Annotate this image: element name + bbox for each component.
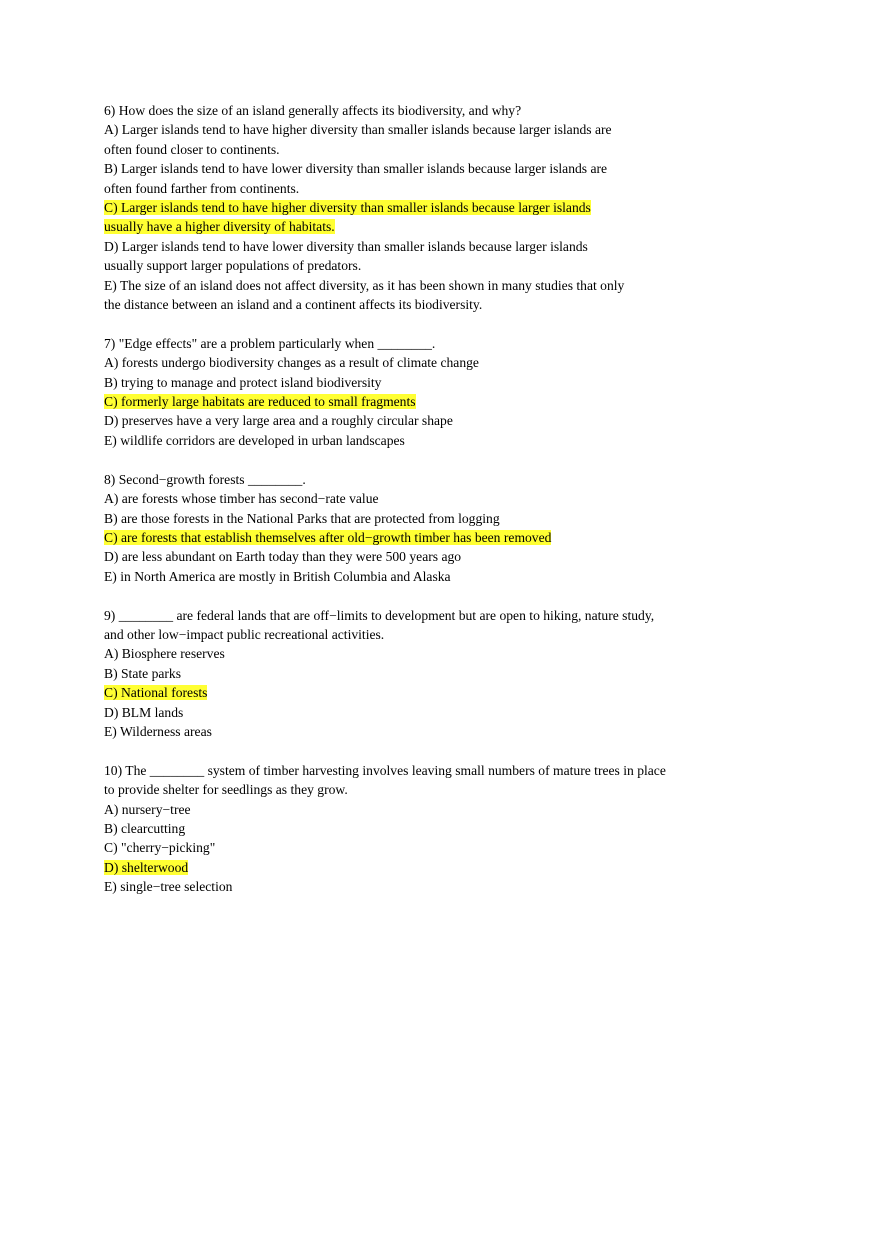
line-text: and other low−impact public recreational activities.	[104, 626, 385, 642]
line-text: often found farther from continents.	[104, 180, 300, 196]
line-text: 8) Second−growth forests ________.	[104, 471, 306, 487]
answer-line	[104, 256, 764, 275]
question-stem-line	[104, 606, 764, 625]
line-text: B) are those forests in the National Parks that are protected from logging	[104, 510, 500, 526]
answer-line	[104, 140, 764, 159]
line-text: D) preserves have a very large area and a roughly circular shape	[104, 413, 453, 429]
line-text: to provide shelter for seedlings as they grow.	[104, 782, 348, 798]
answer-line	[104, 644, 764, 663]
line-text: B) Larger islands tend to have lower diversity than smaller islands because larger islands are	[104, 161, 608, 177]
answer-line	[104, 664, 764, 683]
line-text: E) Wilderness areas	[104, 723, 212, 739]
line-text: 9) ________ are federal lands that are off−limits to development but are open to hiking, nature study,	[104, 607, 655, 623]
answer-line	[104, 392, 764, 411]
answer-line	[104, 295, 764, 314]
answer-line	[104, 509, 764, 528]
line-text: A) Larger islands tend to have higher diversity than smaller islands because larger islands are	[104, 122, 612, 138]
answer-line	[104, 567, 764, 586]
answer-line	[104, 237, 764, 256]
answer-line	[104, 120, 764, 139]
answer-line	[104, 489, 764, 508]
answer-line	[104, 411, 764, 430]
highlighted-answer-text: C) are forests that establish themselves after old−growth timber has been removed	[104, 529, 552, 545]
line-text: A) nursery−tree	[104, 801, 191, 817]
line-text: usually support larger populations of predators.	[104, 258, 362, 274]
question-block	[104, 334, 764, 450]
line-text: D) are less abundant on Earth today than they were 500 years ago	[104, 549, 462, 565]
line-text: E) single−tree selection	[104, 879, 233, 895]
highlighted-answer-text: C) Larger islands tend to have higher diversity than smaller islands because larger islands	[104, 200, 591, 216]
question-stem-line	[104, 470, 764, 489]
line-text: B) State parks	[104, 665, 182, 681]
line-text: D) BLM lands	[104, 704, 184, 720]
document-page	[104, 101, 764, 916]
answer-line	[104, 276, 764, 295]
line-text: often found closer to continents.	[104, 141, 280, 157]
line-text: 10) The ________ system of timber harvesting involves leaving small numbers of mature trees in place	[104, 762, 666, 778]
line-text: E) The size of an island does not affect diversity, as it has been shown in many studies that only	[104, 277, 625, 293]
highlighted-answer-text: C) National forests	[104, 685, 208, 701]
answer-line	[104, 179, 764, 198]
line-text: 7) "Edge effects" are a problem particularly when ________.	[104, 335, 436, 351]
question-stem-line	[104, 761, 764, 780]
line-text: E) in North America are mostly in British Columbia and Alaska	[104, 568, 451, 584]
question-block	[104, 606, 764, 742]
answer-line	[104, 858, 764, 877]
answer-line	[104, 722, 764, 741]
answer-line	[104, 703, 764, 722]
line-text: C) "cherry−picking"	[104, 840, 216, 856]
line-text: 6) How does the size of an island generally affects its biodiversity, and why?	[104, 103, 522, 118]
answer-line	[104, 373, 764, 392]
answer-line	[104, 159, 764, 178]
answer-line	[104, 547, 764, 566]
answer-line	[104, 528, 764, 547]
line-text: E) wildlife corridors are developed in urban landscapes	[104, 432, 405, 448]
answer-line	[104, 819, 764, 838]
answer-line	[104, 217, 764, 236]
line-text: A) forests undergo biodiversity changes as a result of climate change	[104, 355, 479, 371]
line-text: D) Larger islands tend to have lower diversity than smaller islands because larger islands	[104, 238, 588, 254]
answer-line	[104, 683, 764, 702]
line-text: A) are forests whose timber has second−rate value	[104, 491, 379, 507]
question-stem-line	[104, 101, 764, 120]
answer-line	[104, 198, 764, 217]
line-text: B) trying to manage and protect island biodiversity	[104, 374, 382, 390]
answer-line	[104, 800, 764, 819]
question-block	[104, 470, 764, 586]
answer-line	[104, 431, 764, 450]
question-block	[104, 101, 764, 314]
answer-line	[104, 780, 764, 799]
line-text: B) clearcutting	[104, 820, 186, 836]
line-text: the distance between an island and a continent affects its biodiversity.	[104, 297, 483, 313]
question-stem-line	[104, 334, 764, 353]
highlighted-answer-text: C) formerly large habitats are reduced to small fragments	[104, 394, 416, 410]
answer-line	[104, 838, 764, 857]
highlighted-answer-text: D) shelterwood	[104, 859, 189, 875]
line-text: A) Biosphere reserves	[104, 646, 225, 662]
question-block	[104, 761, 764, 897]
answer-line	[104, 353, 764, 372]
answer-line	[104, 625, 764, 644]
highlighted-answer-text: usually have a higher diversity of habitats.	[104, 219, 335, 235]
answer-line	[104, 877, 764, 896]
